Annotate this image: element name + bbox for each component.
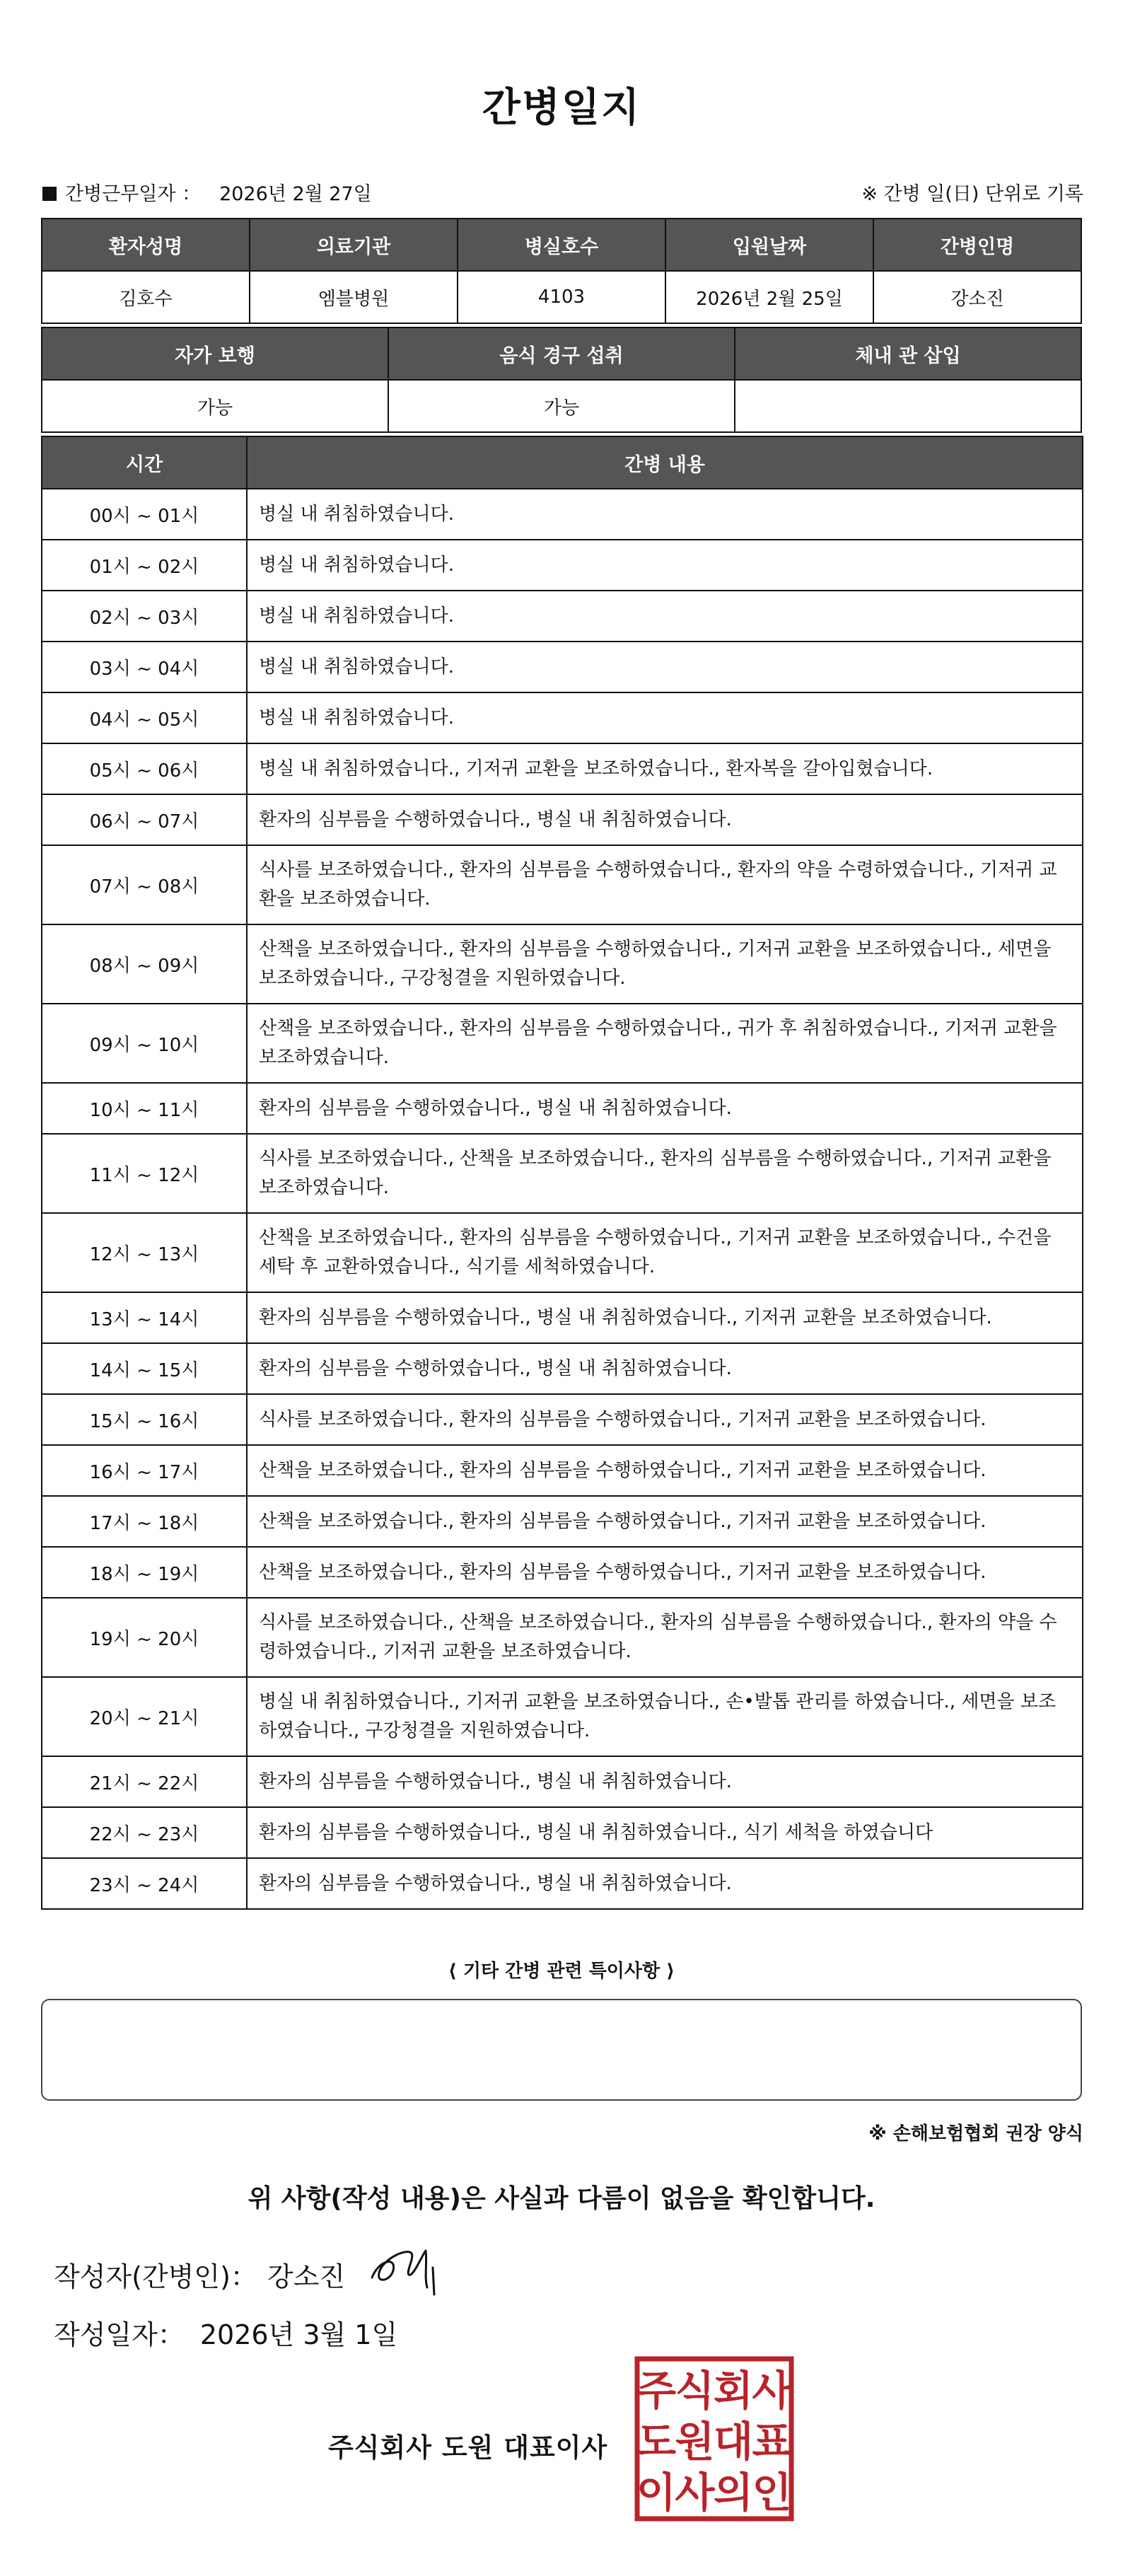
header-patient-name: 환자성명 [42,219,250,271]
work-date [42,178,372,206]
log-time-cell: 10시 ~ 11시 [42,1083,247,1134]
log-time-cell: 18시 ~ 19시 [42,1547,247,1598]
care-log-row [42,692,1083,743]
patient-info-value-row [42,271,1081,323]
care-log-row [42,591,1083,642]
log-time-cell: 11시 ~ 12시 [42,1134,247,1213]
care-log-row [42,743,1083,794]
care-log-row [42,489,1083,540]
care-log-row [42,540,1083,591]
care-log-row [42,1083,1083,1134]
log-content-cell: 병실 내 취침하였습니다. [247,540,1083,591]
company-representative: 주식회사 도원 대표이사 [328,2432,608,2463]
log-time-cell: 05시 ~ 06시 [42,743,247,794]
log-time-cell: 17시 ~ 18시 [42,1496,247,1547]
log-time-cell: 22시 ~ 23시 [42,1807,247,1858]
recommended-form-note: ※ 손해보험협회 권장 양식 [868,2123,1083,2145]
care-log-row [42,1807,1083,1858]
log-content-cell: 식사를 보조하였습니다., 환자의 심부름을 수행하였습니다., 기저귀 교환을 보조하였습니다. [247,1394,1083,1445]
care-log-row [42,1598,1083,1677]
writer-label: 작성자(간병인)： [54,2261,257,2292]
writer-line [54,2255,345,2294]
svg-text:사: 사 [752,2367,792,2415]
care-log-header-row [42,436,1083,489]
svg-text:사: 사 [675,2468,715,2517]
svg-text:회: 회 [713,2367,754,2415]
log-time-cell: 01시 ~ 02시 [42,540,247,591]
log-time-cell: 14시 ~ 15시 [42,1343,247,1394]
svg-text:주: 주 [636,2367,677,2415]
writer-name: 강소진 [267,2261,346,2292]
care-log-row [42,1547,1083,1598]
log-time-cell: 21시 ~ 22시 [42,1756,247,1807]
log-content-cell: 산책을 보조하였습니다., 환자의 심부름을 수행하였습니다., 기저귀 교환을 보조하였습니다., 세면을 보조하였습니다., 구강청결을 지원하였습니다. [247,924,1083,1004]
log-time-cell: 16시 ~ 17시 [42,1445,247,1496]
care-log-table [41,436,1083,1910]
header-room-number: 병실호수 [458,219,665,271]
header-care-content: 간병 내용 [247,436,1083,489]
log-content-cell: 환자의 심부름을 수행하였습니다., 병실 내 취침하였습니다. [247,1083,1083,1134]
care-log-row [42,1134,1083,1213]
log-content-cell: 환자의 심부름을 수행하였습니다., 병실 내 취침하였습니다. [247,1858,1083,1909]
daily-record-note: ※ 간병 일(日) 단위로 기록 [861,183,1083,205]
written-date-label: 작성일자： [54,2319,185,2350]
log-time-cell: 06시 ~ 07시 [42,794,247,845]
header-tube-insertion: 체내 관 삽입 [735,327,1081,380]
patient-info-table [41,218,1082,324]
svg-text:대: 대 [713,2418,754,2466]
log-time-cell: 08시 ~ 09시 [42,924,247,1004]
care-log-row [42,1858,1083,1909]
log-time-cell: 13시 ~ 14시 [42,1292,247,1343]
log-time-cell: 03시 ~ 04시 [42,642,247,692]
log-content-cell: 병실 내 취침하였습니다. [247,642,1083,692]
log-content-cell: 환자의 심부름을 수행하였습니다., 병실 내 취침하였습니다. [247,1343,1083,1394]
log-content-cell: 산책을 보조하였습니다., 환자의 심부름을 수행하였습니다., 기저귀 교환을 보조하였습니다. [247,1547,1083,1598]
ability-table [41,327,1082,433]
header-hospital: 의료기관 [250,219,458,271]
handwritten-signature [365,2235,450,2299]
ability-value-row [42,380,1081,432]
care-log-row [42,1445,1083,1496]
care-log-row [42,1394,1083,1445]
log-time-cell: 23시 ~ 24시 [42,1858,247,1909]
header-oral-intake: 음식 경구 섭취 [388,327,735,380]
header-self-walking: 자가 보행 [42,327,388,380]
header-time: 시간 [42,436,247,489]
square-bullet-icon [42,187,57,201]
svg-text:원: 원 [675,2418,715,2466]
care-log-row [42,1292,1083,1343]
remarks-box [41,1999,1082,2101]
care-log-row [42,642,1083,692]
company-seal-stamp [634,2355,795,2522]
svg-text:의: 의 [713,2468,754,2517]
log-content-cell: 산책을 보조하였습니다., 환자의 심부름을 수행하였습니다., 기저귀 교환을 보조하였습니다., 수건을 세탁 후 교환하였습니다., 식기를 세척하였습니다. [247,1213,1083,1292]
log-content-cell: 병실 내 취침하였습니다. [247,692,1083,743]
log-time-cell: 09시 ~ 10시 [42,1004,247,1083]
care-log-body [42,489,1083,1909]
log-time-cell: 12시 ~ 13시 [42,1213,247,1292]
hospital-name: 엠블병원 [250,271,458,323]
svg-text:식: 식 [675,2367,715,2415]
log-content-cell: 산책을 보조하였습니다., 환자의 심부름을 수행하였습니다., 귀가 후 취침하였습니다., 기저귀 교환을 보조하였습니다. [247,1004,1083,1083]
log-content-cell: 병실 내 취침하였습니다. [247,489,1083,540]
ability-header-row [42,327,1081,380]
patient-info-header-row [42,219,1081,271]
log-content-cell: 환자의 심부름을 수행하였습니다., 병실 내 취침하였습니다. [247,794,1083,845]
work-date-value: 2026년 2월 27일 [219,183,372,205]
log-time-cell: 02시 ~ 03시 [42,591,247,642]
log-content-cell: 산책을 보조하였습니다., 환자의 심부름을 수행하였습니다., 기저귀 교환을 보조하였습니다. [247,1445,1083,1496]
log-content-cell: 병실 내 취침하였습니다. [247,591,1083,642]
self-walking-value: 가능 [42,380,388,432]
header-admission-date: 입원날짜 [665,219,873,271]
tube-insertion-value [735,380,1081,432]
work-date-label: 간병근무일자 ： [65,183,202,205]
log-content-cell: 식사를 보조하였습니다., 산책을 보조하였습니다., 환자의 심부름을 수행하였습니다., 기저귀 교환을 보조하였습니다. [247,1134,1083,1213]
log-content-cell: 병실 내 취침하였습니다., 기저귀 교환을 보조하였습니다., 환자복을 갈아입혔습니다. [247,743,1083,794]
written-date-line [54,2313,397,2352]
svg-text:이: 이 [636,2468,677,2517]
svg-text:표: 표 [752,2418,792,2466]
caregiver-name: 강소진 [873,271,1081,323]
care-log-row [42,924,1083,1004]
admission-date: 2026년 2월 25일 [665,271,873,323]
page-title: 간병일지 [482,85,641,131]
log-content-cell: 환자의 심부름을 수행하였습니다., 병실 내 취침하였습니다., 기저귀 교환을 보조하였습니다. [247,1292,1083,1343]
log-content-cell: 환자의 심부름을 수행하였습니다., 병실 내 취침하였습니다., 식기 세척을 하였습니다 [247,1807,1083,1858]
log-content-cell: 병실 내 취침하였습니다., 기저귀 교환을 보조하였습니다., 손•발톱 관리를 하였습니다., 세면을 보조하였습니다., 구강청결을 지원하였습니다. [247,1677,1083,1756]
log-time-cell: 19시 ~ 20시 [42,1598,247,1677]
log-content-cell: 식사를 보조하였습니다., 환자의 심부름을 수행하였습니다., 환자의 약을 수령하였습니다., 기저귀 교환을 보조하였습니다. [247,845,1083,924]
log-time-cell: 04시 ~ 05시 [42,692,247,743]
log-time-cell: 15시 ~ 16시 [42,1394,247,1445]
log-time-cell: 07시 ~ 08시 [42,845,247,924]
care-log-row [42,1004,1083,1083]
log-content-cell: 산책을 보조하였습니다., 환자의 심부름을 수행하였습니다., 기저귀 교환을 보조하였습니다. [247,1496,1083,1547]
svg-text:인: 인 [752,2468,792,2517]
log-content-cell: 식사를 보조하였습니다., 산책을 보조하였습니다., 환자의 심부름을 수행하였습니다., 환자의 약을 수령하였습니다., 기저귀 교환을 보조하였습니다. [247,1598,1083,1677]
care-log-row [42,1677,1083,1756]
oral-intake-value: 가능 [388,380,735,432]
patient-name: 김호수 [42,271,250,323]
remarks-title: ⟨ 기타 간병 관련 특이사항 ⟩ [448,1961,675,1982]
header-caregiver-name: 간병인명 [873,219,1081,271]
care-log-row [42,1213,1083,1292]
care-log-row [42,1756,1083,1807]
confirmation-statement: 위 사항(작성 내용)은 사실과 다름이 없음을 확인합니다. [248,2184,875,2213]
written-date-value: 2026년 3월 1일 [199,2319,398,2350]
care-log-row [42,794,1083,845]
care-log-row [42,1496,1083,1547]
log-time-cell: 00시 ~ 01시 [42,489,247,540]
svg-text:도: 도 [636,2418,677,2466]
room-number: 4103 [458,271,665,323]
care-log-row [42,1343,1083,1394]
log-time-cell: 20시 ~ 21시 [42,1677,247,1756]
log-content-cell: 환자의 심부름을 수행하였습니다., 병실 내 취침하였습니다. [247,1756,1083,1807]
care-log-row [42,845,1083,924]
